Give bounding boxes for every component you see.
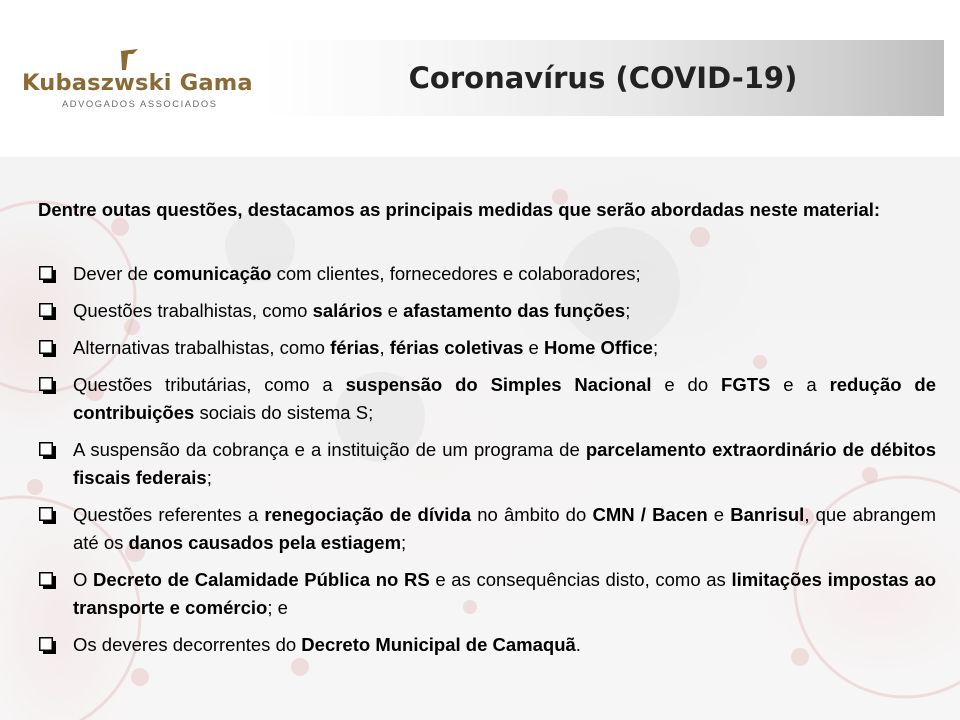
logo-name: Kubaszwski Gama xyxy=(22,70,253,96)
header xyxy=(0,0,960,150)
item-text: sociais do sistema S; xyxy=(194,402,374,423)
item-text: Questões referentes a xyxy=(73,504,265,525)
item-text: A suspensão da cobrança e a instituição de um programa de xyxy=(73,439,586,460)
highlight-text: FGTS xyxy=(721,374,771,395)
highlight-text: Decreto Municipal de Camaquã xyxy=(301,634,576,655)
highlight-text: Banrisul xyxy=(730,504,805,525)
checkbox-icon xyxy=(39,303,56,320)
item-text: e xyxy=(707,504,731,525)
text-layer xyxy=(0,157,960,720)
logo-mark-icon xyxy=(118,46,144,72)
highlight-text: Home Office xyxy=(544,337,653,358)
company-logo xyxy=(22,40,253,120)
list-item xyxy=(38,501,936,557)
item-text: e a xyxy=(770,374,830,395)
intro-text: Dentre outas questões, destacamos as principais medidas que serão abordadas neste material: xyxy=(38,199,881,220)
list-item xyxy=(38,260,936,288)
item-text: , xyxy=(379,337,390,358)
item-text: . xyxy=(575,634,581,655)
item-text: Questões trabalhistas, como xyxy=(73,300,313,321)
highlight-text: comunicação xyxy=(153,263,272,284)
checkbox-icon xyxy=(39,507,56,524)
highlight-text: salários xyxy=(312,300,383,321)
list-item xyxy=(38,334,936,362)
highlight-text: limitações impostas ao transporte e comércio xyxy=(73,569,937,618)
list-item xyxy=(38,566,936,622)
highlight-text: CMN / Bacen xyxy=(592,504,708,525)
list-item xyxy=(38,297,936,325)
checkbox-icon xyxy=(39,266,56,283)
item-text: e do xyxy=(651,374,722,395)
highlight-text: renegociação de dívida xyxy=(264,504,472,525)
logo-subtitle: ADVOGADOS ASSOCIADOS xyxy=(62,98,218,109)
checkbox-icon xyxy=(39,637,56,654)
item-text: , que abrangem até os xyxy=(73,504,936,553)
item-text: O xyxy=(73,569,94,590)
item-text: ; xyxy=(625,300,631,321)
list-item xyxy=(38,631,936,659)
list-item xyxy=(38,371,936,427)
highlight-text: férias xyxy=(330,337,380,358)
item-text: e xyxy=(382,300,404,321)
item-text: ; e xyxy=(267,597,288,618)
highlight-text: danos causados pela estiagem xyxy=(128,532,402,553)
checkbox-icon xyxy=(39,377,56,394)
item-text: Alternativas trabalhistas, como xyxy=(73,337,331,358)
item-text: com clientes, fornecedores e colaboradores; xyxy=(271,263,641,284)
item-text: Dever de xyxy=(73,263,154,284)
item-text: no âmbito do xyxy=(471,504,593,525)
item-text: Os deveres decorrentes do xyxy=(73,634,302,655)
item-text: ; xyxy=(652,337,659,358)
item-text: ; xyxy=(401,532,407,553)
item-text: ; xyxy=(206,467,212,488)
highlight-text: parcelamento extraordinário de débitos fiscais federais xyxy=(73,439,936,488)
content-panel xyxy=(0,157,960,720)
highlight-text: férias coletivas xyxy=(389,337,524,358)
checkbox-icon xyxy=(39,442,56,459)
highlight-text: redução de contribuições xyxy=(73,374,936,423)
checkbox-icon xyxy=(39,340,56,357)
item-text: e as consequências disto, como as xyxy=(429,569,732,590)
highlight-text: suspensão do Simples Nacional xyxy=(345,374,652,395)
page-title: Coronavírus (COVID-19) xyxy=(408,61,798,95)
measures-list xyxy=(38,260,936,668)
highlight-text: Decreto de Calamidade Pública no RS xyxy=(93,569,430,590)
item-text: Questões tributárias, como a xyxy=(73,374,346,395)
list-item xyxy=(38,436,936,492)
highlight-text: afastamento das funções xyxy=(403,300,626,321)
item-text: e xyxy=(523,337,544,358)
title-bar xyxy=(262,40,944,116)
checkbox-icon xyxy=(39,572,56,589)
